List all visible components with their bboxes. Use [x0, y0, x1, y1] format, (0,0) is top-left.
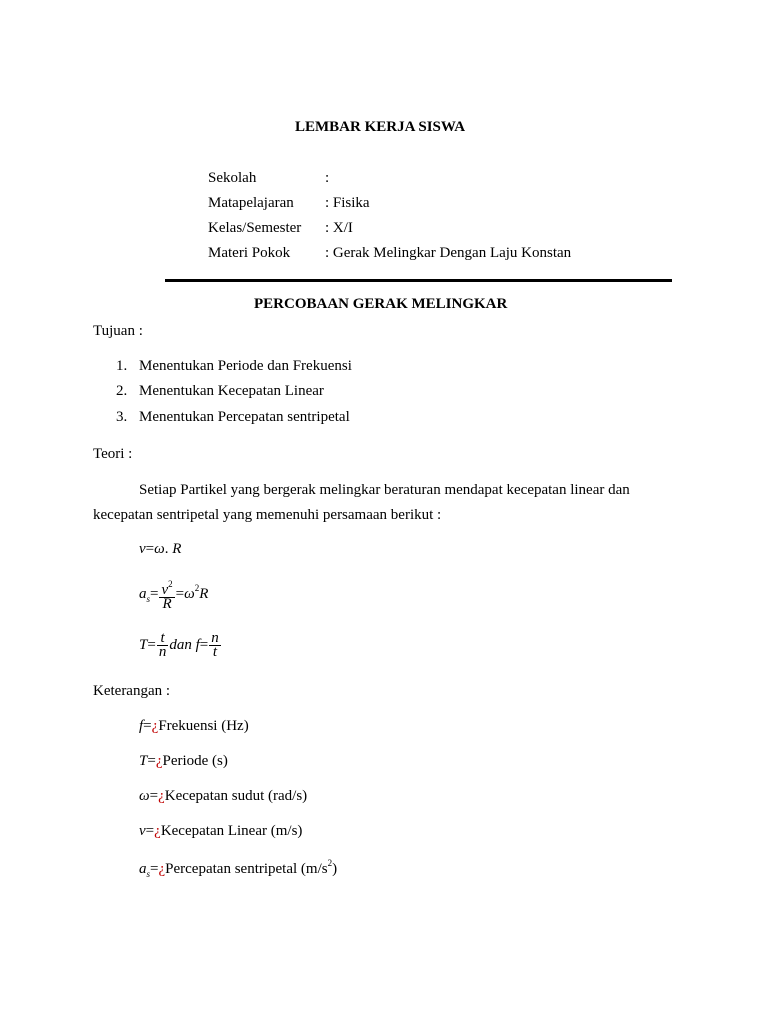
formula-fraction [159, 578, 174, 611]
keterangan-symbol: a [139, 861, 147, 877]
teori-paragraph-line1: Setiap Partikel yang bergerak melingkar beraturan mendapat kecepatan linear dan [139, 482, 630, 498]
list-item: Menentukan Kecepatan Linear [139, 383, 324, 399]
formula-fraction [209, 632, 221, 659]
formula-symbol: R [172, 541, 182, 557]
formula-subscript: s [146, 593, 151, 604]
list-item: Menentukan Periode dan Frekuensi [139, 358, 352, 374]
keterangan-operator: = [147, 753, 156, 769]
formula-symbol: ω [154, 541, 165, 557]
list-item: Menentukan Percepatan sentripetal [139, 409, 350, 425]
formula-symbol: f [195, 636, 200, 653]
info-label-matapelajaran: Matapelajaran [208, 195, 294, 211]
keterangan-text: Percepatan sentripetal (m/s [165, 861, 328, 877]
keterangan-glyph: ¿ [155, 753, 163, 769]
horizontal-divider [165, 279, 672, 282]
info-label-sekolah: Sekolah [208, 170, 257, 186]
info-value-sekolah: : [325, 170, 330, 186]
keterangan-superscript: 2 [327, 858, 333, 868]
keterangan-symbol: ω [139, 788, 150, 804]
fraction-denominator: t [212, 644, 218, 660]
formula-operator: = [199, 636, 209, 653]
keterangan-glyph: ¿ [158, 861, 166, 877]
keterangan-text: Periode (s) [162, 753, 228, 769]
keterangan-glyph: ¿ [158, 788, 165, 804]
keterangan-text: Frekuensi (Hz) [158, 718, 249, 734]
formula-operator: = [145, 541, 155, 557]
keterangan-operator: = [150, 861, 159, 877]
keterangan-heading: Keterangan : [93, 683, 171, 699]
teori-paragraph-line2: kecepatan sentripetal yang memenuhi persamaan berikut : [93, 507, 442, 523]
keterangan-item [139, 753, 228, 770]
formula-fraction [157, 632, 169, 659]
keterangan-subscript: s [146, 869, 151, 879]
info-value-materi: : Gerak Melingkar Dengan Laju Konstan [325, 245, 572, 261]
keterangan-text: Kecepatan sudut (rad/s) [164, 788, 308, 804]
formula-acceleration [139, 578, 208, 611]
keterangan-operator: = [143, 718, 152, 734]
fraction-denominator: n [158, 644, 167, 660]
keterangan-item [139, 823, 302, 840]
keterangan-operator: = [149, 788, 159, 804]
formula-symbol: ω [184, 585, 195, 602]
formula-velocity [139, 541, 181, 558]
formula-symbol: T [139, 636, 148, 653]
page-title: LEMBAR KERJA SISWA [295, 119, 466, 135]
keterangan-text: Kecepatan Linear (m/s) [160, 823, 303, 839]
keterangan-item [139, 788, 307, 805]
fraction-denominator: R [162, 596, 172, 612]
keterangan-glyph: ¿ [154, 823, 161, 839]
formula-symbol: v [139, 541, 146, 557]
formula-operator: . [164, 541, 173, 557]
keterangan-glyph: ¿ [151, 718, 159, 734]
formula-operator: = [175, 585, 185, 602]
formula-superscript: 2 [194, 582, 200, 593]
list-item-number: 3. [116, 409, 128, 425]
list-item-number: 2. [116, 383, 128, 399]
info-label-materi: Materi Pokok [208, 245, 291, 261]
keterangan-symbol: v [139, 823, 146, 839]
fraction-numerator [159, 578, 174, 598]
info-label-kelas: Kelas/Semester [208, 220, 302, 236]
list-item-number: 1. [116, 358, 128, 374]
formula-word: dan [169, 636, 192, 653]
formula-symbol: a [139, 585, 147, 602]
formula-symbol: v [161, 582, 169, 598]
info-value-matapelajaran: : Fisika [325, 195, 370, 211]
formula-operator: = [150, 585, 159, 602]
fraction-numerator: t [157, 632, 169, 646]
keterangan-item [139, 718, 249, 735]
formula-symbol: R [199, 585, 209, 602]
keterangan-text-close: ) [332, 861, 338, 877]
fraction-numerator: n [211, 630, 219, 646]
keterangan-item [139, 858, 337, 879]
tujuan-heading: Tujuan : [93, 323, 143, 339]
keterangan-symbol: f [139, 718, 144, 734]
section-title: PERCOBAAN GERAK MELINGKAR [254, 296, 508, 312]
keterangan-symbol: T [139, 753, 148, 769]
info-value-kelas: : X/I [325, 220, 353, 236]
formula-operator: = [147, 636, 156, 653]
formula-period-frequency [139, 632, 222, 659]
keterangan-operator: = [145, 823, 155, 839]
formula-superscript: 2 [168, 579, 173, 589]
teori-heading: Teori : [93, 446, 133, 462]
